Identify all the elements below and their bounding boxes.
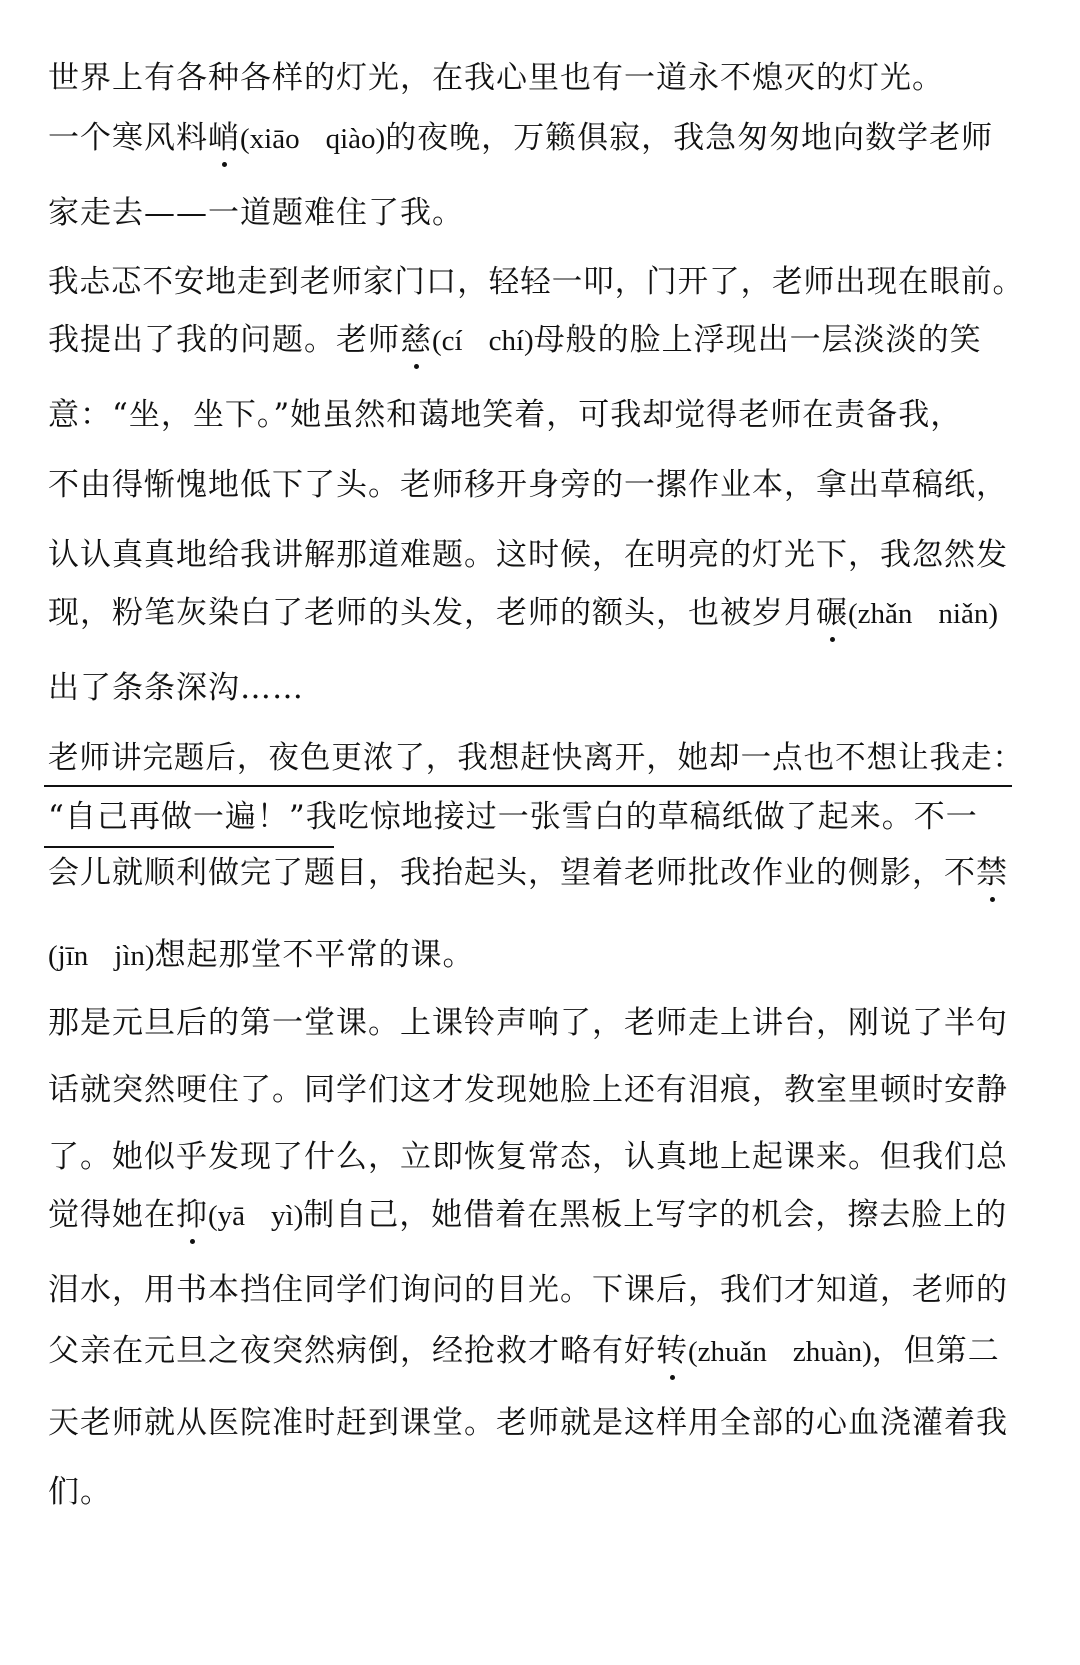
text-line bbox=[48, 395, 962, 435]
text-line bbox=[48, 853, 1008, 893]
pinyin-annotation bbox=[208, 1200, 303, 1232]
text-line bbox=[48, 118, 993, 159]
text-run: 出了条条深沟…… bbox=[48, 670, 304, 706]
text-line bbox=[48, 1472, 112, 1512]
text-run: 我吃惊地接过一张雪白的草稿纸做了起来。不一 bbox=[305, 799, 978, 835]
text-run: 家走去——一道题难住了我。 bbox=[48, 195, 464, 231]
text-line bbox=[48, 320, 982, 361]
dotted-character: 转 bbox=[656, 1333, 688, 1369]
pinyin-reading: yì) bbox=[271, 1200, 304, 1232]
text-run: 觉得她在 bbox=[48, 1197, 176, 1233]
text-run: 泪水，用书本挡住同学们询问的目光。下课后，我们才知道，老师的 bbox=[48, 1272, 1008, 1308]
pinyin-reading: (zhuǎn bbox=[688, 1336, 767, 1368]
pinyin-annotation bbox=[432, 325, 534, 357]
pinyin-reading: (yā bbox=[208, 1200, 246, 1232]
text-run-underlined: “自己再做一遍！” bbox=[48, 799, 306, 835]
text-line bbox=[48, 535, 1008, 575]
text-line bbox=[48, 797, 978, 837]
text-line bbox=[48, 465, 1008, 505]
text-run: 们。 bbox=[48, 1474, 112, 1510]
text-run: 老师讲完题后，夜色更浓了，我想赶快离开，她却一点也不想让我走： bbox=[48, 740, 1024, 776]
pinyin-reading: (cí bbox=[432, 325, 463, 357]
text-run: 会儿就顺利做完了题目，我抬起头，望着老师批改作业的侧影，不 bbox=[48, 855, 976, 891]
pinyin-annotation bbox=[688, 1336, 872, 1368]
pinyin-reading: (jīn bbox=[48, 940, 89, 972]
text-run: 天老师就从医院准时赶到课堂。老师就是这样用全部的心血浇灌着我 bbox=[48, 1405, 1008, 1441]
pinyin-reading: jìn) bbox=[114, 940, 155, 972]
text-run: 的夜晚，万籁俱寂，我急匆匆地向数学老师 bbox=[385, 120, 994, 156]
text-line bbox=[48, 668, 304, 708]
text-line bbox=[48, 1003, 1008, 1043]
underline-rule bbox=[44, 785, 1012, 787]
text-line bbox=[48, 1403, 1008, 1443]
text-run: 认认真真地给我讲解那道难题。这时候，在明亮的灯光下，我忽然发 bbox=[48, 537, 1008, 573]
text-run: 一个寒风料 bbox=[48, 120, 208, 156]
pinyin-reading: qiào) bbox=[325, 123, 386, 155]
dotted-character: 抑 bbox=[176, 1197, 208, 1233]
text-line bbox=[48, 1331, 1000, 1372]
text-run: 制自己，她借着在黑板上写字的机会，擦去脸上的 bbox=[303, 1197, 1008, 1233]
text-run: ，但第二 bbox=[871, 1333, 1000, 1369]
text-line bbox=[48, 58, 944, 98]
text-line bbox=[48, 193, 464, 233]
pinyin-reading: niǎn) bbox=[938, 598, 998, 630]
dotted-character: 峭 bbox=[208, 120, 240, 156]
text-run: 话就突然哽住了。同学们这才发现她脸上还有泪痕，教室里顿时安静 bbox=[48, 1072, 1008, 1108]
text-line bbox=[48, 593, 998, 634]
pinyin-annotation bbox=[848, 598, 998, 630]
text-run: 父亲在元旦之夜突然病倒，经抢救才略有好 bbox=[48, 1333, 656, 1369]
text-line bbox=[48, 262, 1024, 302]
text-run: 意：“坐，坐下。”她虽然和蔼地笑着，可我却觉得老师在责备我， bbox=[48, 397, 963, 433]
text-run: 想起那堂不平常的课。 bbox=[154, 937, 475, 973]
pinyin-reading: (xiāo bbox=[240, 123, 300, 155]
text-run: 我忐忑不安地走到老师家门口，轻轻一叩，门开了，老师出现在眼前。 bbox=[48, 264, 1024, 300]
text-run: 那是元旦后的第一堂课。上课铃声响了，老师走上讲台，刚说了半句 bbox=[48, 1005, 1008, 1041]
text-line bbox=[48, 1270, 1008, 1310]
text-line bbox=[48, 935, 475, 976]
pinyin-annotation bbox=[240, 123, 385, 155]
pinyin-reading: (zhǎn bbox=[848, 598, 913, 630]
text-run: 不由得惭愧地低下了头。老师移开身旁的一摞作业本，拿出草稿纸， bbox=[48, 467, 1008, 503]
underline-rule bbox=[44, 846, 334, 848]
text-run: 我提出了我的问题。老师 bbox=[48, 322, 400, 358]
text-run: 现，粉笔灰染白了老师的头发，老师的额头，也被岁月 bbox=[48, 595, 816, 631]
pinyin-reading: chí) bbox=[488, 325, 534, 357]
text-run: 世界上有各种各样的灯光，在我心里也有一道永不熄灭的灯光。 bbox=[48, 60, 944, 96]
pinyin-reading: zhuàn) bbox=[792, 1336, 872, 1368]
text-line-underlined bbox=[48, 738, 1024, 778]
text-run: 母般的脸上浮现出一层淡淡的笑 bbox=[533, 322, 982, 358]
text-run: 了。她似乎发现了什么，立即恢复常态，认真地上起课来。但我们总 bbox=[48, 1139, 1008, 1175]
text-line bbox=[48, 1195, 1007, 1236]
pinyin-annotation bbox=[48, 940, 155, 972]
text-line bbox=[48, 1070, 1008, 1110]
dotted-character: 禁 bbox=[976, 855, 1008, 891]
text-line bbox=[48, 1137, 1008, 1177]
dotted-character: 慈 bbox=[400, 322, 432, 358]
dotted-character: 碾 bbox=[816, 595, 848, 631]
